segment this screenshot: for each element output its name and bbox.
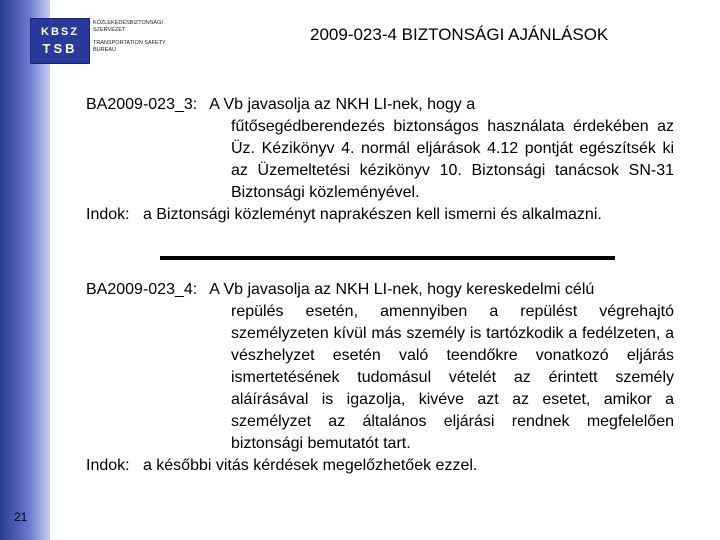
logo-caption-line: TRANSPORTATION SAFETY	[93, 40, 166, 46]
left-accent-bar	[0, 0, 50, 540]
recommendation-text: fűtősegédberendezés biztonságos használata érdekében az Üz. Kézikönyv 4. normál eljárások 4.12 pontját egészítsék ki az Üzemeltetési kézikönyv 10. Biztonsági tanácsok SN-31 Biztonsági közleményével.	[231, 118, 674, 201]
reason-label: Indok:	[86, 457, 130, 474]
logo-caption-line: KÖZLEKEDÉSBIZTONSÁGI	[93, 20, 163, 26]
page-number: 21	[14, 510, 28, 524]
logo-caption-line: SZERVEZET	[93, 27, 126, 33]
recommendation-2	[86, 279, 674, 477]
logo-caption-line: BUREAU	[93, 47, 116, 53]
page-title: 2009-023-4 BIZTONSÁGI AJÁNLÁSOK	[310, 25, 609, 44]
recommendation-id: BA2009-023_3:	[86, 96, 198, 113]
reason-line	[86, 204, 674, 226]
logo-top-text: KBSZ	[41, 26, 79, 38]
recommendation-1	[86, 94, 674, 226]
reason-line	[86, 455, 674, 477]
reason-label: Indok:	[86, 206, 130, 223]
reason-text: a Biztonsági közleményt naprakészen kell ismerni és alkalmazni.	[142, 206, 602, 223]
logo-bottom-text: TSB	[42, 41, 78, 56]
kbsz-logo	[30, 18, 90, 64]
reason-text: a későbbi vitás kérdések megelőzhetőek ezzel.	[142, 457, 478, 474]
recommendation-text: repülés esetén, amennyiben a repülést végrehajtó személyzeten kívül más személy is tartózkodik a fedélzeten, a vészhelyzet esetén való teendőkre vonatkozó eljárás ismertetésének tudomásul vételét az érintett személy aláírásával is igazolja, kivéve azt az esetet, amikor a személyzet az általános eljárási rendnek megfelelően biztonsági bemutatót tart.	[231, 303, 674, 452]
recommendation-first-line: A Vb javasolja az NKH LI-nek, hogy kereskedelmi célú	[209, 281, 595, 298]
logo-caption	[93, 20, 183, 54]
recommendation-first-line: A Vb javasolja az NKH LI-nek, hogy a	[209, 96, 476, 113]
recommendation-id: BA2009-023_4:	[86, 281, 198, 298]
section-divider	[160, 256, 615, 260]
